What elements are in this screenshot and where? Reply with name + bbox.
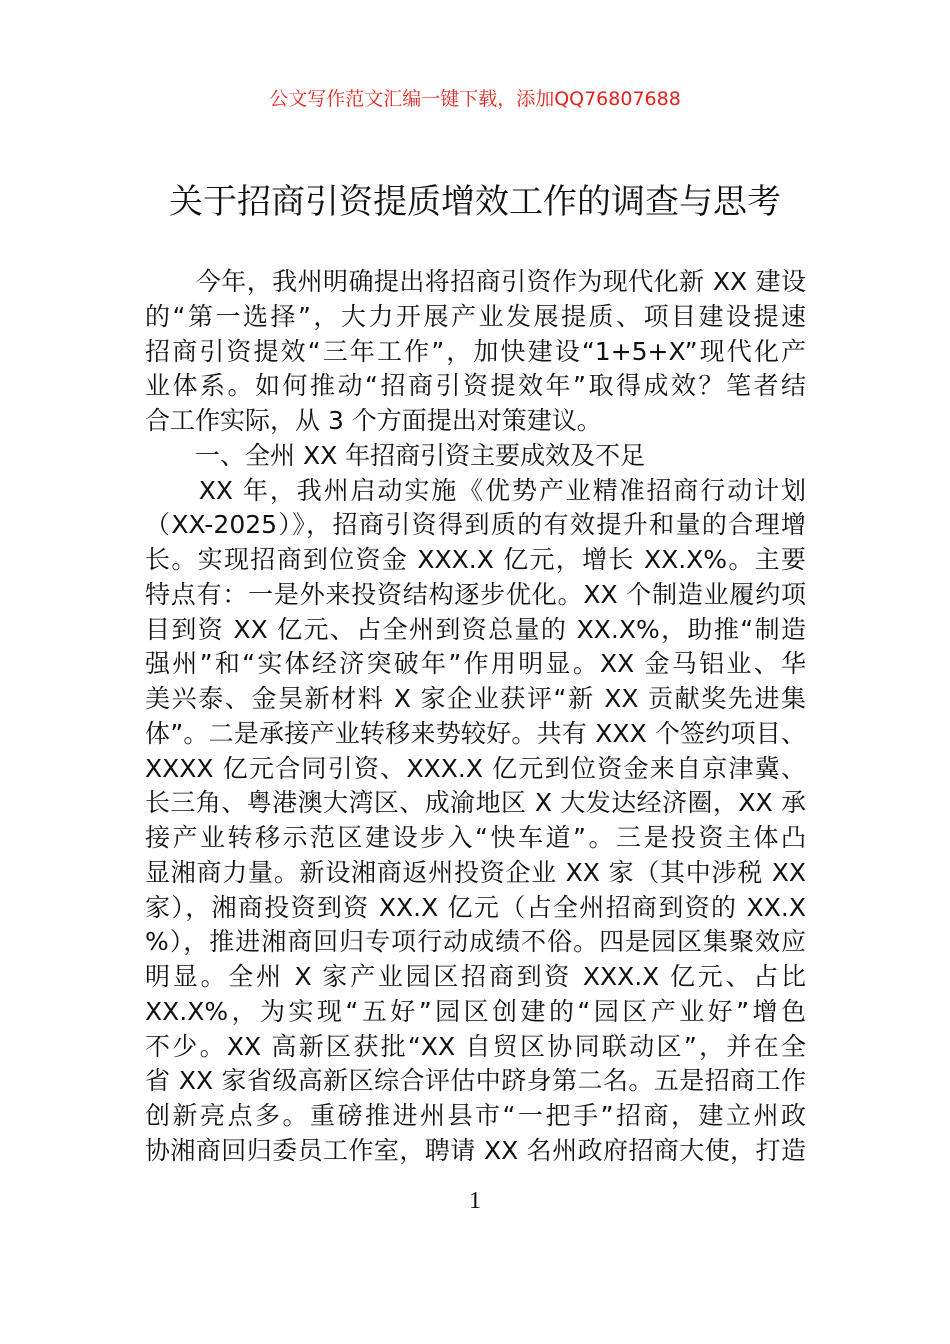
text-line: 业体系。如何推动“招商引资提效年”取得成效？笔者结: [145, 371, 806, 401]
text-line: 合工作实际，从 3 个方面提出对策建议。: [145, 406, 602, 435]
text-line: 美兴泰、金昊新材料 X 家企业获评“新 XX 贡献奖先进集: [145, 684, 806, 713]
text-line: 协湘商回归委员工作室，聘请 XX 名州政府招商大使，打造: [145, 1135, 806, 1165]
text-line: 体”。二是承接产业转移来势较好。共有 XXX 个签约项目、: [145, 718, 806, 748]
page-number: 1: [469, 1188, 481, 1214]
text-line: %），推进湘商回归专项行动成绩不俗。四是园区集聚效应: [145, 927, 806, 957]
text-line: XX 年，我州启动实施《优势产业精准招商行动计划: [145, 475, 806, 505]
text-line: 今年，我州明确提出将招商引资作为现代化新 XX 建设: [145, 267, 806, 296]
text-line: （XX-2025）》，招商引资得到质的有效提升和量的合理增: [145, 510, 806, 540]
document-title: 关于招商引资提质增效工作的调查与思考: [169, 182, 781, 222]
text-line: 一、全州 XX 年招商引资主要成效及不足: [145, 440, 646, 470]
text-line: 长三角、粤港澳大湾区、成渝地区 X 大发达经济圈，XX 承: [145, 788, 806, 818]
text-line: 不少。XX 高新区获批“XX 自贸区协同联动区”，并在全: [145, 1031, 806, 1061]
text-line: XX.X%，为实现“五好”园区创建的“园区产业好”增色: [145, 996, 806, 1026]
text-line: 招商引资提效“三年工作”，加快建设“1+5+X”现代化产: [145, 336, 806, 366]
text-line: 目到资 XX 亿元、占全州到资总量的 XX.X%，助推“制造: [145, 614, 806, 644]
document-body: [145, 265, 806, 1169]
text-line: 的“第一选择”，大力开展产业发展提质、项目建设提速: [145, 301, 806, 331]
text-line: 长。实现招商到位资金 XXX.X 亿元，增长 XX.X%。主要: [145, 545, 806, 574]
text-line: 强州”和“实体经济突破年”作用明显。XX 金马铝业、华: [145, 649, 806, 679]
text-line: 创新亮点多。重磅推进州县市“一把手”招商，建立州政: [145, 1101, 806, 1130]
text-line: 明显。全州 X 家产业园区招商到资 XXX.X 亿元、占比: [145, 962, 806, 991]
text-line: 特点有：一是外来投资结构逐步优化。XX 个制造业履约项: [145, 579, 806, 609]
watermark-header: 公文写作范文汇编一键下载，添加QQ76807688: [269, 88, 681, 110]
text-line: 显湘商力量。新设湘商返州投资企业 XX 家（其中涉税 XX: [145, 857, 806, 887]
text-line: 家），湘商投资到资 XX.X 亿元（占全州招商到资的 XX.X: [145, 892, 806, 922]
text-line: XXXX 亿元合同引资、XXX.X 亿元到位资金来自京津冀、: [145, 753, 806, 783]
text-line: 接产业转移示范区建设步入“快车道”。三是投资主体凸: [145, 823, 806, 852]
text-line: 省 XX 家省级高新区综合评估中跻身第二名。五是招商工作: [145, 1066, 806, 1096]
